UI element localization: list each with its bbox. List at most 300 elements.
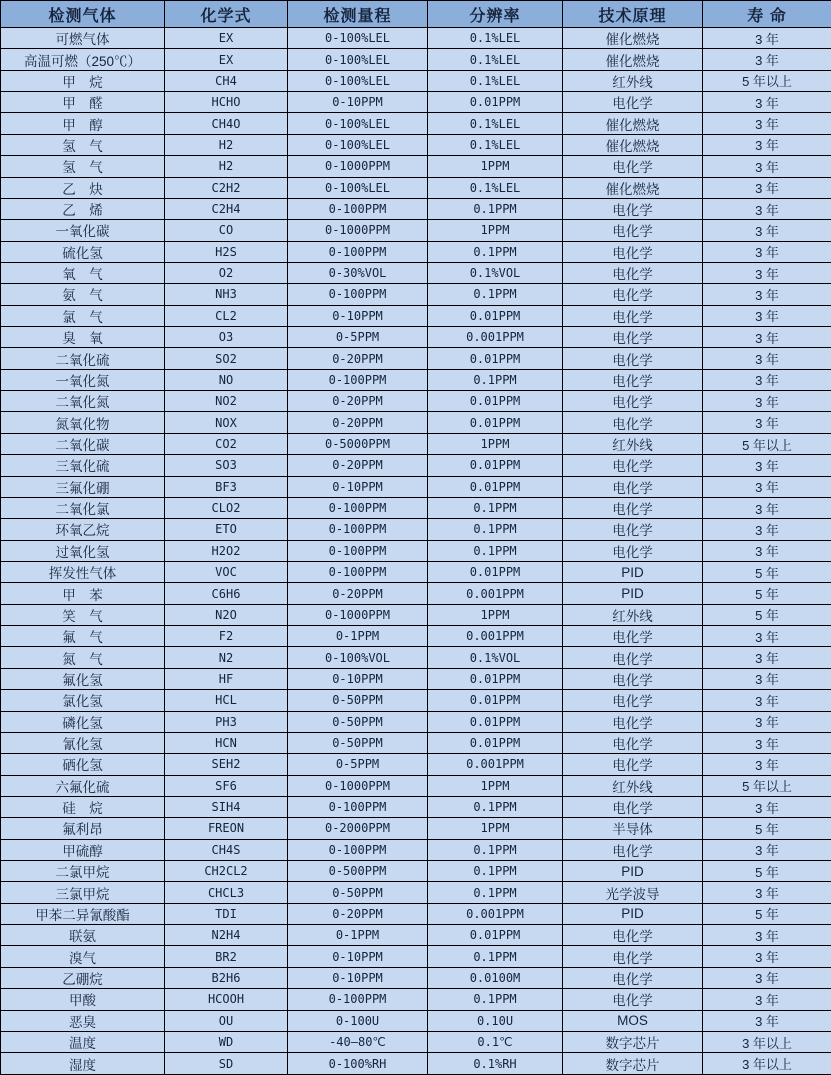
cell-formula: NH3 <box>165 284 288 305</box>
cell-gas-name: 联氨 <box>1 925 165 946</box>
cell-gas-name: 氢 气 <box>1 134 165 155</box>
cell-principle: 电化学 <box>563 412 703 433</box>
cell-gas-name: 甲酸 <box>1 989 165 1010</box>
table-row <box>1 113 831 134</box>
cell-gas-name: 硅 烷 <box>1 796 165 817</box>
cell-lifespan: 3 年 <box>703 519 831 540</box>
cell-lifespan: 3 年 <box>703 369 831 390</box>
cell-gas-name: 氧 气 <box>1 262 165 283</box>
table-row <box>1 305 831 326</box>
table-row <box>1 1053 831 1075</box>
cell-principle: 电化学 <box>563 519 703 540</box>
cell-principle: 半导体 <box>563 818 703 839</box>
table-row <box>1 967 831 988</box>
cell-resolution: 0.1%LEL <box>428 113 563 134</box>
cell-formula: O2 <box>165 262 288 283</box>
cell-resolution: 0.1PPM <box>428 861 563 882</box>
cell-range: 0-100PPM <box>288 796 428 817</box>
cell-lifespan: 3 年 <box>703 305 831 326</box>
table-row <box>1 391 831 412</box>
table-row <box>1 327 831 348</box>
table-row <box>1 134 831 155</box>
cell-formula: SO2 <box>165 348 288 369</box>
cell-range: 0-100%VOL <box>288 647 428 668</box>
cell-lifespan: 3 年 <box>703 839 831 860</box>
cell-principle: MOS <box>563 1010 703 1031</box>
cell-gas-name: 可燃气体 <box>1 28 165 49</box>
cell-formula: CH2CL2 <box>165 861 288 882</box>
cell-principle: 电化学 <box>563 626 703 647</box>
cell-gas-name: 二氧化碳 <box>1 433 165 454</box>
cell-range: 0-20PPM <box>288 348 428 369</box>
cell-principle: 数字芯片 <box>563 1053 703 1075</box>
cell-range: 0-10PPM <box>288 946 428 967</box>
cell-gas-name: 挥发性气体 <box>1 561 165 582</box>
cell-range: 0-100%LEL <box>288 70 428 91</box>
table-row <box>1 925 831 946</box>
cell-gas-name: 溴气 <box>1 946 165 967</box>
cell-principle: 电化学 <box>563 540 703 561</box>
cell-lifespan: 3 年以上 <box>703 1031 831 1052</box>
cell-principle: 电化学 <box>563 925 703 946</box>
column-header-formula: 化学式 <box>165 1 288 28</box>
cell-principle: PID <box>563 561 703 582</box>
cell-formula: HF <box>165 668 288 689</box>
cell-gas-name: 二氧化氯 <box>1 497 165 518</box>
cell-resolution: 0.1%RH <box>428 1053 563 1075</box>
cell-lifespan: 5 年以上 <box>703 775 831 796</box>
cell-range: 0-1000PPM <box>288 775 428 796</box>
cell-resolution: 0.01PPM <box>428 391 563 412</box>
cell-range: 0-100PPM <box>288 989 428 1010</box>
cell-resolution: 1PPM <box>428 818 563 839</box>
cell-range: 0-100%LEL <box>288 134 428 155</box>
cell-range: 0-100%LEL <box>288 49 428 70</box>
cell-gas-name: 甲 烷 <box>1 70 165 91</box>
cell-gas-name: 甲苯二异氰酸酯 <box>1 903 165 924</box>
cell-lifespan: 5 年以上 <box>703 433 831 454</box>
cell-lifespan: 3 年 <box>703 754 831 775</box>
cell-lifespan: 3 年 <box>703 220 831 241</box>
cell-formula: CO2 <box>165 433 288 454</box>
cell-gas-name: 乙 炔 <box>1 177 165 198</box>
cell-gas-name: 氢 气 <box>1 156 165 177</box>
cell-formula: ETO <box>165 519 288 540</box>
cell-range: 0-50PPM <box>288 690 428 711</box>
cell-range: 0-100PPM <box>288 284 428 305</box>
table-row <box>1 1010 831 1031</box>
cell-gas-name: 一氧化氮 <box>1 369 165 390</box>
cell-formula: N2O <box>165 604 288 625</box>
cell-range: 0-5000PPM <box>288 433 428 454</box>
cell-formula: HCN <box>165 732 288 753</box>
cell-gas-name: 氰化氢 <box>1 732 165 753</box>
cell-formula: C2H4 <box>165 198 288 219</box>
cell-principle: 光学波导 <box>563 882 703 903</box>
table-row <box>1 49 831 70</box>
cell-range: 0-100%LEL <box>288 177 428 198</box>
table-row <box>1 412 831 433</box>
cell-principle: 电化学 <box>563 455 703 476</box>
cell-principle: 电化学 <box>563 327 703 348</box>
cell-resolution: 0.01PPM <box>428 732 563 753</box>
header-row <box>1 1 831 28</box>
cell-formula: C6H6 <box>165 583 288 604</box>
table-row <box>1 177 831 198</box>
cell-resolution: 0.1%LEL <box>428 49 563 70</box>
cell-formula: BR2 <box>165 946 288 967</box>
table-row <box>1 775 831 796</box>
cell-principle: 红外线 <box>563 775 703 796</box>
cell-principle: 催化燃烧 <box>563 134 703 155</box>
cell-resolution: 0.1PPM <box>428 198 563 219</box>
cell-resolution: 0.1PPM <box>428 946 563 967</box>
cell-resolution: 0.001PPM <box>428 754 563 775</box>
cell-range: 0-1000PPM <box>288 604 428 625</box>
cell-formula: NO2 <box>165 391 288 412</box>
cell-gas-name: 甲 醛 <box>1 92 165 113</box>
cell-lifespan: 3 年 <box>703 49 831 70</box>
cell-lifespan: 3 年 <box>703 1010 831 1031</box>
cell-gas-name: 六氟化硫 <box>1 775 165 796</box>
cell-resolution: 0.01PPM <box>428 305 563 326</box>
cell-formula: CH4S <box>165 839 288 860</box>
cell-gas-name: 氟化氢 <box>1 668 165 689</box>
cell-principle: 电化学 <box>563 989 703 1010</box>
cell-resolution: 0.001PPM <box>428 583 563 604</box>
cell-formula: WD <box>165 1031 288 1052</box>
cell-principle: 电化学 <box>563 476 703 497</box>
cell-resolution: 0.01PPM <box>428 412 563 433</box>
cell-principle: PID <box>563 583 703 604</box>
table-row <box>1 540 831 561</box>
cell-formula: CH4O <box>165 113 288 134</box>
cell-lifespan: 3 年 <box>703 967 831 988</box>
cell-lifespan: 3 年 <box>703 177 831 198</box>
cell-resolution: 0.1PPM <box>428 540 563 561</box>
cell-resolution: 1PPM <box>428 775 563 796</box>
cell-resolution: 1PPM <box>428 433 563 454</box>
table-row <box>1 946 831 967</box>
cell-range: 0-30%VOL <box>288 262 428 283</box>
cell-gas-name: 氮氧化物 <box>1 412 165 433</box>
cell-lifespan: 3 年 <box>703 92 831 113</box>
cell-lifespan: 3 年 <box>703 690 831 711</box>
cell-gas-name: 乙 烯 <box>1 198 165 219</box>
cell-resolution: 0.001PPM <box>428 626 563 647</box>
cell-range: 0-1PPM <box>288 626 428 647</box>
cell-gas-name: 高温可燃（250℃） <box>1 49 165 70</box>
cell-gas-name: 氮 气 <box>1 647 165 668</box>
cell-principle: 电化学 <box>563 967 703 988</box>
cell-principle: PID <box>563 861 703 882</box>
cell-formula: CHCL3 <box>165 882 288 903</box>
cell-principle: 电化学 <box>563 754 703 775</box>
cell-lifespan: 3 年 <box>703 732 831 753</box>
cell-principle: 电化学 <box>563 796 703 817</box>
cell-lifespan: 3 年 <box>703 348 831 369</box>
table-row <box>1 818 831 839</box>
cell-formula: EX <box>165 49 288 70</box>
cell-formula: SO3 <box>165 455 288 476</box>
cell-gas-name: 硫化氢 <box>1 241 165 262</box>
cell-gas-name: 三氯甲烷 <box>1 882 165 903</box>
table-row <box>1 839 831 860</box>
cell-principle: 电化学 <box>563 391 703 412</box>
cell-formula: H2 <box>165 156 288 177</box>
cell-formula: CLO2 <box>165 497 288 518</box>
table-row <box>1 583 831 604</box>
cell-resolution: 0.1PPM <box>428 796 563 817</box>
cell-range: 0-100%RH <box>288 1053 428 1075</box>
cell-lifespan: 3 年 <box>703 476 831 497</box>
cell-principle: 电化学 <box>563 92 703 113</box>
cell-gas-name: 三氟化硼 <box>1 476 165 497</box>
cell-formula: NOX <box>165 412 288 433</box>
cell-resolution: 0.01PPM <box>428 476 563 497</box>
cell-lifespan: 5 年 <box>703 903 831 924</box>
cell-range: 0-20PPM <box>288 391 428 412</box>
table-row <box>1 732 831 753</box>
cell-range: 0-100PPM <box>288 369 428 390</box>
cell-range: 0-100%LEL <box>288 28 428 49</box>
cell-resolution: 0.1PPM <box>428 989 563 1010</box>
cell-range: 0-50PPM <box>288 711 428 732</box>
cell-formula: H2O2 <box>165 540 288 561</box>
cell-resolution: 1PPM <box>428 604 563 625</box>
cell-principle: 电化学 <box>563 946 703 967</box>
cell-principle: 红外线 <box>563 433 703 454</box>
table-row <box>1 690 831 711</box>
cell-formula: VOC <box>165 561 288 582</box>
cell-gas-name: 二氯甲烷 <box>1 861 165 882</box>
cell-lifespan: 3 年 <box>703 796 831 817</box>
cell-formula: H2S <box>165 241 288 262</box>
cell-formula: TDI <box>165 903 288 924</box>
cell-resolution: 0.1PPM <box>428 284 563 305</box>
cell-range: 0-100%LEL <box>288 113 428 134</box>
column-header-lifespan: 寿 命 <box>703 1 831 28</box>
cell-formula: HCL <box>165 690 288 711</box>
cell-gas-name: 硒化氢 <box>1 754 165 775</box>
cell-resolution: 0.01PPM <box>428 348 563 369</box>
cell-gas-name: 氯化氢 <box>1 690 165 711</box>
table-row <box>1 626 831 647</box>
cell-range: 0-100PPM <box>288 497 428 518</box>
cell-lifespan: 3 年 <box>703 241 831 262</box>
cell-formula: BF3 <box>165 476 288 497</box>
cell-lifespan: 3 年 <box>703 113 831 134</box>
cell-resolution: 0.1PPM <box>428 241 563 262</box>
cell-gas-name: 磷化氢 <box>1 711 165 732</box>
cell-gas-name: 乙硼烷 <box>1 967 165 988</box>
table-row <box>1 28 831 49</box>
cell-lifespan: 3 年 <box>703 668 831 689</box>
cell-lifespan: 5 年 <box>703 861 831 882</box>
cell-principle: 催化燃烧 <box>563 177 703 198</box>
cell-range: 0-1PPM <box>288 925 428 946</box>
cell-formula: N2 <box>165 647 288 668</box>
cell-range: 0-100PPM <box>288 198 428 219</box>
cell-formula: CL2 <box>165 305 288 326</box>
cell-gas-name: 氟利昂 <box>1 818 165 839</box>
cell-lifespan: 3 年 <box>703 540 831 561</box>
cell-formula: OU <box>165 1010 288 1031</box>
cell-lifespan: 3 年 <box>703 626 831 647</box>
table-row <box>1 455 831 476</box>
cell-formula: SF6 <box>165 775 288 796</box>
cell-range: 0-20PPM <box>288 455 428 476</box>
cell-lifespan: 3 年 <box>703 198 831 219</box>
cell-lifespan: 3 年 <box>703 497 831 518</box>
table-header <box>1 1 831 28</box>
cell-range: 0-20PPM <box>288 903 428 924</box>
cell-range: 0-5PPM <box>288 754 428 775</box>
cell-resolution: 0.01PPM <box>428 561 563 582</box>
cell-gas-name: 甲硫醇 <box>1 839 165 860</box>
table-row <box>1 604 831 625</box>
table-row <box>1 476 831 497</box>
cell-formula: PH3 <box>165 711 288 732</box>
cell-resolution: 0.1%LEL <box>428 70 563 91</box>
cell-range: 0-2000PPM <box>288 818 428 839</box>
cell-lifespan: 3 年 <box>703 284 831 305</box>
cell-gas-name: 氟 气 <box>1 626 165 647</box>
cell-gas-name: 氯 气 <box>1 305 165 326</box>
cell-range: 0-100PPM <box>288 540 428 561</box>
cell-resolution: 0.1PPM <box>428 519 563 540</box>
cell-formula: O3 <box>165 327 288 348</box>
cell-principle: 电化学 <box>563 220 703 241</box>
cell-gas-name: 恶臭 <box>1 1010 165 1031</box>
cell-formula: F2 <box>165 626 288 647</box>
cell-resolution: 0.1PPM <box>428 369 563 390</box>
column-header-principle: 技术原理 <box>563 1 703 28</box>
cell-principle: 电化学 <box>563 305 703 326</box>
cell-lifespan: 3 年 <box>703 882 831 903</box>
cell-range: 0-50PPM <box>288 732 428 753</box>
cell-principle: 红外线 <box>563 70 703 91</box>
cell-gas-name: 一氧化碳 <box>1 220 165 241</box>
cell-lifespan: 5 年 <box>703 818 831 839</box>
table-row <box>1 156 831 177</box>
table-row <box>1 754 831 775</box>
cell-resolution: 0.1%LEL <box>428 177 563 198</box>
table-row <box>1 220 831 241</box>
cell-principle: 催化燃烧 <box>563 113 703 134</box>
cell-resolution: 1PPM <box>428 220 563 241</box>
cell-lifespan: 3 年 <box>703 412 831 433</box>
cell-formula: HCHO <box>165 92 288 113</box>
cell-principle: 催化燃烧 <box>563 49 703 70</box>
cell-range: -40—80℃ <box>288 1031 428 1052</box>
cell-gas-name: 温度 <box>1 1031 165 1052</box>
cell-principle: 电化学 <box>563 647 703 668</box>
cell-principle: 电化学 <box>563 284 703 305</box>
cell-resolution: 0.1PPM <box>428 497 563 518</box>
table-row <box>1 989 831 1010</box>
cell-lifespan: 5 年 <box>703 561 831 582</box>
cell-resolution: 0.1%LEL <box>428 134 563 155</box>
cell-formula: HCOOH <box>165 989 288 1010</box>
cell-principle: PID <box>563 903 703 924</box>
cell-principle: 电化学 <box>563 839 703 860</box>
cell-formula: NO <box>165 369 288 390</box>
table-row <box>1 1031 831 1052</box>
cell-principle: 红外线 <box>563 604 703 625</box>
cell-resolution: 0.01PPM <box>428 455 563 476</box>
cell-gas-name: 氨 气 <box>1 284 165 305</box>
cell-formula: EX <box>165 28 288 49</box>
cell-resolution: 0.1PPM <box>428 839 563 860</box>
cell-resolution: 0.0100M <box>428 967 563 988</box>
cell-range: 0-100PPM <box>288 561 428 582</box>
cell-gas-name: 甲 醇 <box>1 113 165 134</box>
cell-gas-name: 甲 苯 <box>1 583 165 604</box>
table-row <box>1 284 831 305</box>
cell-lifespan: 3 年 <box>703 455 831 476</box>
cell-formula: FREON <box>165 818 288 839</box>
table-row <box>1 70 831 91</box>
cell-principle: 电化学 <box>563 241 703 262</box>
table-row <box>1 668 831 689</box>
cell-gas-name: 笑 气 <box>1 604 165 625</box>
table-row <box>1 433 831 454</box>
cell-resolution: 0.1%LEL <box>428 28 563 49</box>
table-row <box>1 241 831 262</box>
cell-resolution: 0.1%VOL <box>428 262 563 283</box>
cell-formula: H2 <box>165 134 288 155</box>
cell-range: 0-10PPM <box>288 668 428 689</box>
cell-lifespan: 3 年 <box>703 28 831 49</box>
cell-resolution: 0.1℃ <box>428 1031 563 1052</box>
table-row <box>1 903 831 924</box>
cell-lifespan: 3 年 <box>703 327 831 348</box>
cell-resolution: 0.1PPM <box>428 882 563 903</box>
column-header-resolution: 分辨率 <box>428 1 563 28</box>
table-row <box>1 861 831 882</box>
cell-lifespan: 5 年以上 <box>703 70 831 91</box>
cell-formula: SD <box>165 1053 288 1075</box>
cell-gas-name: 湿度 <box>1 1053 165 1075</box>
cell-range: 0-1000PPM <box>288 220 428 241</box>
cell-formula: CO <box>165 220 288 241</box>
cell-principle: 电化学 <box>563 711 703 732</box>
cell-formula: SIH4 <box>165 796 288 817</box>
cell-principle: 数字芯片 <box>563 1031 703 1052</box>
column-header-gas-name: 检测气体 <box>1 1 165 28</box>
cell-range: 0-10PPM <box>288 476 428 497</box>
cell-resolution: 0.01PPM <box>428 92 563 113</box>
cell-principle: 电化学 <box>563 156 703 177</box>
cell-resolution: 0.01PPM <box>428 668 563 689</box>
gas-table-body <box>1 28 831 1075</box>
cell-formula: B2H6 <box>165 967 288 988</box>
cell-lifespan: 3 年 <box>703 262 831 283</box>
cell-gas-name: 环氧乙烷 <box>1 519 165 540</box>
cell-principle: 电化学 <box>563 348 703 369</box>
cell-gas-name: 过氧化氢 <box>1 540 165 561</box>
cell-formula: C2H2 <box>165 177 288 198</box>
cell-resolution: 0.01PPM <box>428 690 563 711</box>
table-row <box>1 882 831 903</box>
cell-range: 0-50PPM <box>288 882 428 903</box>
cell-lifespan: 3 年 <box>703 391 831 412</box>
cell-resolution: 0.1%VOL <box>428 647 563 668</box>
cell-range: 0-10PPM <box>288 967 428 988</box>
table-row <box>1 198 831 219</box>
cell-resolution: 0.10U <box>428 1010 563 1031</box>
